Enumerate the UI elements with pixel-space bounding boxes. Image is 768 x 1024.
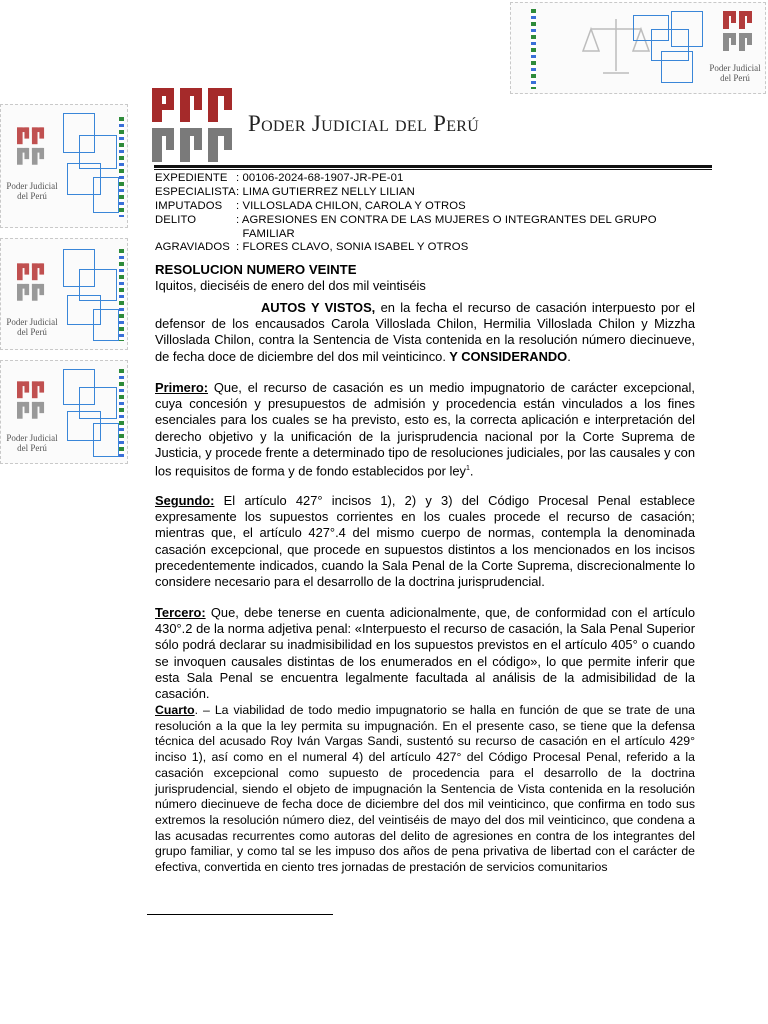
case-info-label: AGRAVIADOS: [155, 241, 230, 253]
seal-caption: [1, 181, 63, 201]
resolution-date: Iquitos, dieciséis de enero del dos mil veintiséis: [155, 278, 426, 293]
autos-y-vistos-paragraph: [155, 300, 695, 365]
seal-left-3: [0, 360, 128, 464]
cuarto-label: Cuarto: [155, 703, 195, 717]
case-info-value: : LIMA GUTIERREZ NELLY LILIAN: [236, 186, 415, 198]
case-info-imputados: [155, 199, 466, 213]
tercero-text: Que, debe tenerse en cuenta adicionalmente, que, de conformidad con el artículo 430°.2 de la norma adjetiva penal: «Interpuesto el recurso de casación, la Sala Penal Superior sólo podrá declarar su inadmisibilidad en los supuestos previstos en el artículo 405° o cuando se invoquen causales distintas de los enumerados en el código», lo que permite inferir que esta Sala Penal se encuentra legalmente facultada al análisis de la admisibilidad de la casación.: [155, 605, 695, 702]
case-info-agraviados: [155, 240, 468, 254]
case-info-delito: [155, 213, 657, 227]
segundo-text: El artículo 427° incisos 1), 2) y 3) del Código Procesal Penal establece expresamente los supuestos corrientes en los cuales procede el recurso de casación; mientras que, el artículo 427°.4 del mismo cuerpo de normas, contempla la denominada casación excepcional, que procede en supuestos distintos a los mencionados en los incisos precedentemente indicados, cuando la Sala Penal de la Corte Suprema, discrecionalmente lo considere necesario para el desarrollo de la doctrina jurisprudencial.: [155, 493, 695, 590]
seal-caption-line2: del Perú: [17, 327, 47, 337]
primero-text: Que, el recurso de casación es un medio impugnatorio de carácter excepcional, cuya concesión y presupuestos de admisión y procedencia están vinculados a los fines esenciales para los cuales se ha previsto, esto es, la correcta aplicación e interpretación del derecho objetivo y la unificación de la jurisprudencia nacional por la Corte Suprema de Justicia, y procede frente a determinado tipo de resoluciones judiciales, por las causales y con los requisitos de forma y de fondo establecidos por ley: [155, 380, 695, 479]
segundo-label: Segundo:: [155, 493, 215, 508]
seal-caption-line1: Poder Judicial: [709, 63, 761, 73]
case-info-value: : AGRESIONES EN CONTRA DE LAS MUJERES O INTEGRANTES DEL GRUPO: [236, 214, 657, 226]
autos-y-vistos-text: en la fecha el recurso de casación interpuesto por el defensor de los encausados Carola Villoslada Chilon, Hermilia Villoslada Chilon y Mizzha Villoslada Chilon, contra la Sentencia de Vista contenida en la resolución número diecinueve, de fecha doce de diciembre del dos mil veinticinco.: [155, 300, 695, 364]
seal-caption-line2: del Perú: [17, 443, 47, 453]
case-info-value: : 00106-2024-68-1907-JR-PE-01: [236, 172, 404, 184]
tercero-label: Tercero:: [155, 605, 206, 620]
case-info-label: ESPECIALISTA: [155, 186, 236, 198]
cuarto-text: . – La viabilidad de todo medio impugnatorio se halla en función de que se trate de una resolución a la que la ley permita su impugnación. En el presente caso, se tiene que la defensa técnica del acusado Roy Iván Vargas Sandi, sustentó su recurso de casación en el artículo 429° inciso 1), así como en el numeral 4) del artículo 427° del Código Procesal Penal, referido a la casación excepcional como supuesto de procedencia para el desarrollo de la doctrina jurisprudencial, siendo el objeto de impugnación la Sentencia de Vista contenida en la resolución número diecinueve de fecha doce de diciembre del dos mil veinticinco, que confirma en todo sus extremos la resolución número diez, del veintiséis de mayo del dos mil veinticinco, que condena a las acusadas recurrentes como autoras del delito de agresiones en contra de los integrantes del grupo familiar, y como tal se les impuso dos años de pena privativa de libertad con el carácter de efectiva, convertida en ciento tres jornadas de prestación de servicios comunitarios: [155, 703, 695, 875]
considerando-label: Y CONSIDERANDO: [445, 348, 568, 364]
institution-title: Poder Judicial del Perú: [248, 111, 480, 136]
seal-caption-line2: del Perú: [720, 73, 750, 83]
case-info-delito-cont: [155, 227, 295, 241]
cuarto-paragraph: [155, 703, 695, 876]
poder-judicial-logo-icon: [17, 381, 45, 421]
seal-caption-line1: Poder Judicial: [6, 181, 58, 191]
poder-judicial-logo-icon: [17, 263, 45, 303]
header-rule: [154, 165, 712, 168]
case-info-value: : FLORES CLAVO, SONIA ISABEL Y OTROS: [236, 241, 469, 253]
seal-caption: [703, 63, 766, 83]
seal-caption-line1: Poder Judicial: [6, 317, 58, 327]
autos-y-vistos-label: AUTOS Y VISTOS,: [261, 300, 376, 315]
resolution-heading: RESOLUCION NUMERO VEINTE: [155, 262, 357, 277]
primero-paragraph: [155, 380, 695, 480]
primero-end: .: [469, 463, 474, 479]
case-info-label: EXPEDIENTE: [155, 172, 228, 184]
footnote-separator: [147, 914, 333, 915]
seal-left-2: [0, 238, 128, 350]
header-rule-thin: [154, 169, 712, 170]
poder-judicial-main-logo-icon: [152, 88, 234, 162]
case-info-especialista: [155, 185, 415, 199]
case-info-expediente: [155, 171, 403, 185]
segundo-paragraph: [155, 493, 695, 590]
footnote-marker: 1: [465, 465, 470, 473]
considerando-end: .: [567, 348, 571, 364]
seal-left-1: [0, 104, 128, 228]
seal-caption: [1, 433, 63, 453]
case-info-label: IMPUTADOS: [155, 200, 223, 212]
tercero-paragraph: [155, 605, 695, 702]
seal-caption: [1, 317, 63, 337]
seal-top-right: [510, 2, 766, 94]
case-info-value: FAMILIAR: [236, 228, 295, 240]
primero-label: Primero:: [155, 380, 209, 395]
seal-caption-line2: del Perú: [17, 191, 47, 201]
case-info-label: DELITO: [155, 214, 197, 226]
poder-judicial-logo-icon: [17, 127, 45, 167]
case-info-value: : VILLOSLADA CHILON, CAROLA Y OTROS: [236, 200, 466, 212]
seal-caption-line1: Poder Judicial: [6, 433, 58, 443]
poder-judicial-logo-icon: [723, 11, 753, 53]
